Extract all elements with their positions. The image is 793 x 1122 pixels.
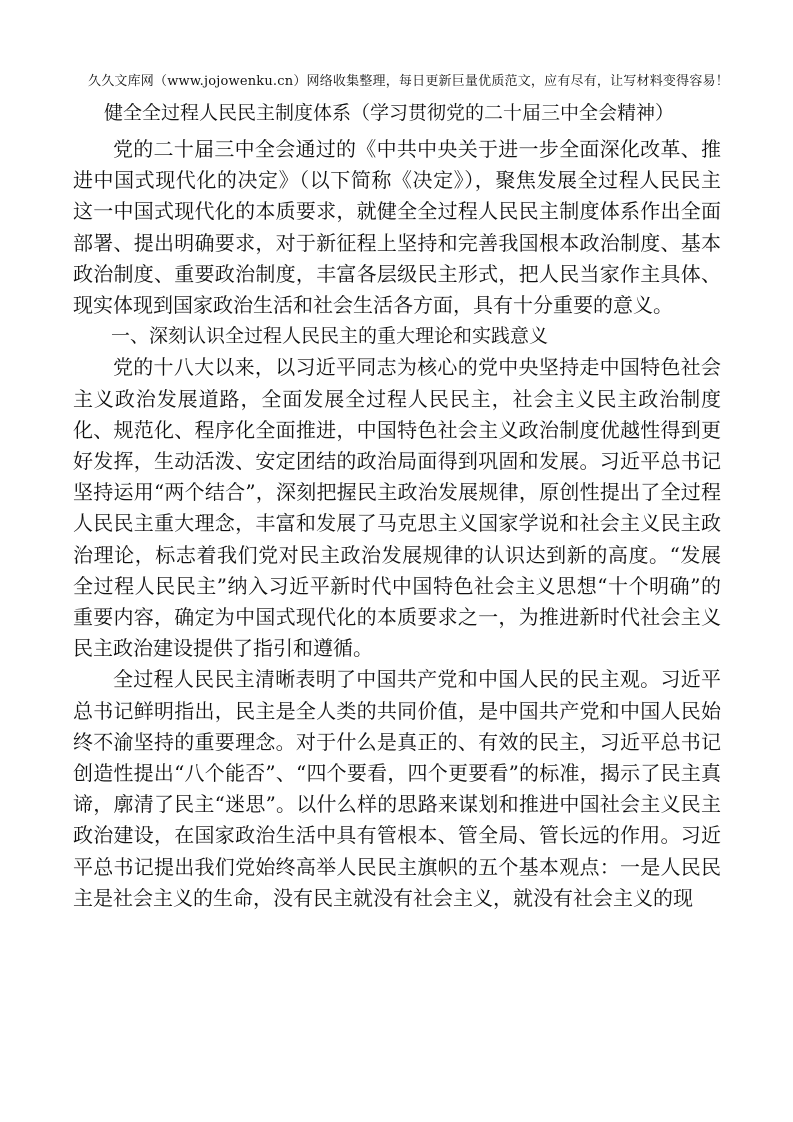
document-title: 健全全过程人民民主制度体系（学习贯彻党的二十届三中全会精神） [104, 102, 675, 124]
body-paragraph-1: 党的十八大以来，以习近平同志为核心的党中央坚持走中国特色社会主义政治发展道路，全面发展全过程人民民主，社会主义民主政治制度化、规范化、程序化全面推进，中国特色社会主义政治制度优越性得到更好发挥，生动活泼、安定团结的政治局面得到巩固和发展。习近平总书记坚持运用“两个结合”，深刻把握民主政治发展规律，原创性提出了全过程人民民主重大理念，丰富和发展了马克思主义国家学说和社会主义民主政治理论，标志着我们党对民主政治发展规律的认识达到新的高度。“发展全过程人民民主”纳入习近平新时代中国特色社会主义思想“十个明确”的重要内容，确定为中国式现代化的本质要求之一，为推进新时代社会主义民主政治建设提供了指引和遵循。 [73, 355, 721, 661]
section-heading-1: 一、深刻认识全过程人民民主的重大理论和实践意义 [111, 325, 549, 348]
intro-paragraph: 党的二十届三中全会通过的《中共中央关于进一步全面深化改革、推进中国式现代化的决定》（以下简称《决定》），聚焦发展全过程人民民主这一中国式现代化的本质要求，就健全全过程人民民主制度体系作出全面部署、提出明确要求，对于新征程上坚持和完善我国根本政治制度、基本政治制度、重要政治制度，丰富各层级民主形式，把人民当家作主具体、现实体现到国家政治生活和社会生活各方面，具有十分重要的意义。 [73, 137, 721, 318]
source-watermark-note: 久久文库网（www.jojowenku.cn）网络收集整理，每日更新巨量优质范文，应有尽有，让写材料变得容易！ [88, 74, 729, 89]
document-body [73, 134, 721, 914]
body-paragraph-2: 全过程人民民主清晰表明了中国共产党和中国人民的民主观。习近平总书记鲜明指出，民主是全人类的共同价值，是中国共产党和中国人民始终不渝坚持的重要理念。对于什么是真正的、有效的民主，习近平总书记创造性提出“八个能否”、“四个要看，四个更要看”的标准，揭示了民主真谛，廓清了民主“迷思”。以什么样的思路来谋划和推进中国社会主义民主政治建设，在国家政治生活中具有管根本、管全局、管长远的作用。习近平总书记提出我们党始终高举人民民主旗帜的五个基本观点：一是人民民主是社会主义的生命，没有民主就没有社会主义，就没有社会主义的现 [73, 667, 721, 910]
